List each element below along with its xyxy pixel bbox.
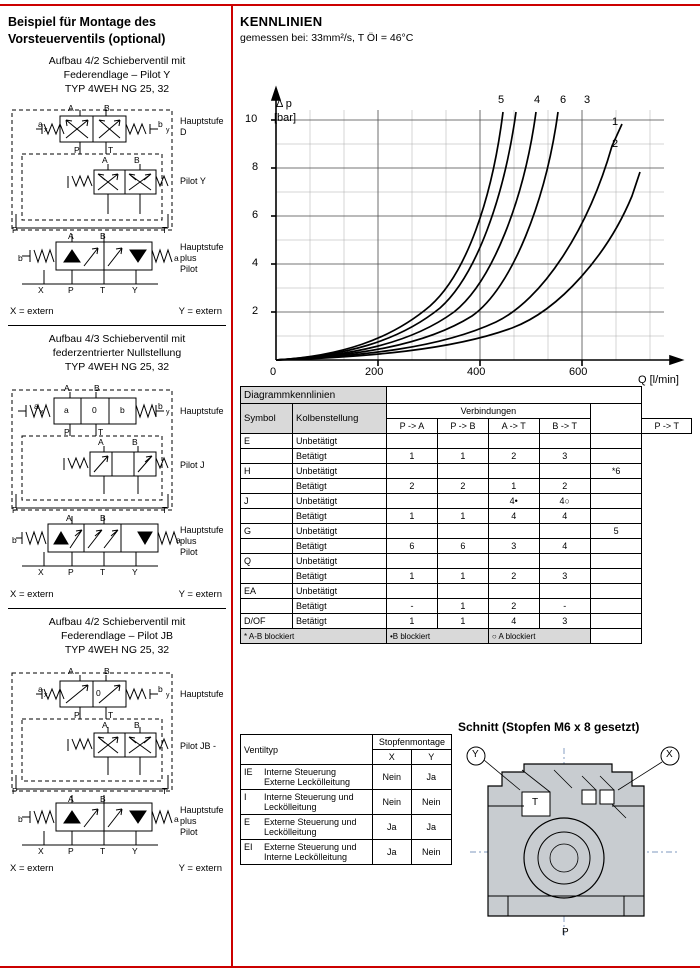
cell-connection: 2 [488,569,539,584]
cell-connection: 1 [386,509,437,524]
b2-a: a [34,401,39,411]
port-label-b2: b [18,253,23,263]
valve-description: Interne Steuerung und Leckölleitung [264,792,354,812]
cell-symbol [241,539,293,554]
label-pilot-b2: Pilot [180,547,198,557]
table-row [241,464,692,479]
block3-footer: X = extern Y = extern [10,863,222,874]
cell-connection: 2 [386,479,437,494]
left-column [8,14,226,874]
column-divider [231,4,233,968]
y-axis-label-delta: Δ p [276,98,292,110]
b3-B3: B [100,794,106,804]
table-row [241,494,692,509]
cell-connection: 4• [488,494,539,509]
valve-table-body [241,765,452,865]
b3-x: x [44,692,48,699]
table-row [241,434,692,449]
cell-connection: 1 [437,449,488,464]
cell-connection [437,524,488,539]
b3-T2: T [162,786,168,796]
label-hauptstufe-b2b: Hauptstufe [180,525,224,535]
table-row-header [241,404,692,419]
cell-symbol: J [241,494,293,509]
label-hauptstufe-b3: Hauptstufe [180,689,224,699]
x-tick-400: 400 [467,366,486,378]
b3-b: b [158,684,163,694]
b3-A2: A [102,720,108,730]
cell-connection: 3 [539,614,590,629]
cell-stopfen-x: Ja [372,815,411,840]
left-title-line1: Beispiel für Montage des [8,15,156,29]
label-hauptstufe-b3b: Hauptstufe [180,805,224,815]
cell-connection: 1 [437,569,488,584]
cell-kolbenstellung: Unbetätigt [293,434,387,449]
b2-A3: A [66,513,72,523]
col-blank [590,404,642,434]
schnitt-title: Schnitt (Stopfen M6 x 8 gesetzt) [458,720,640,734]
cell-kolbenstellung: Unbetätigt [293,494,387,509]
footnote-1: * A-B blockiert [241,629,387,644]
cell-connection: 2 [488,599,539,614]
x-tick-0: 0 [270,366,277,378]
cell-connection: 3 [539,569,590,584]
b2-B3: B [100,513,106,523]
subcol-pb: P -> B [437,419,488,434]
pressure-flow-chart [240,50,692,386]
cell-connection [488,524,539,539]
cell-stopfen-y: Nein [411,840,451,865]
cell-connection: 5 [590,524,642,539]
cell-kolbenstellung: Betätigt [293,569,387,584]
cell-connection: *6 [590,464,642,479]
cell-connection: 6 [386,539,437,554]
cell-connection [539,434,590,449]
cell-kolbenstellung: Unbetätigt [293,524,387,539]
valve-type-table [240,734,452,865]
chart-svg [240,50,692,380]
footnote-2: •B blockiert [386,629,488,644]
b2-spool-a: a [64,405,69,415]
cell-connection [488,584,539,599]
b2-P3: P [68,567,74,577]
port-label-T2: T [162,225,168,235]
schnitt-label-Y: Y [472,749,479,760]
b2-b2: b [12,535,17,545]
vt-header-row [241,735,452,750]
cell-connection [590,554,642,569]
y-tick-10: 10 [245,113,258,125]
cell-connection [386,464,437,479]
b3-Y: Y [132,846,138,856]
divider-1 [8,325,226,326]
b3-T3: T [100,846,106,856]
cell-connection [590,434,642,449]
cell-connection: 1 [488,479,539,494]
cell-ventiltyp [241,765,373,790]
valve-description: Externe Steuerung und Interne Leckölleitung [264,842,357,862]
cell-connection [386,434,437,449]
cell-kolbenstellung: Unbetätigt [293,584,387,599]
b3-A: A [68,666,74,676]
b3-spool-0: 0 [96,688,101,698]
x-tick-600: 600 [569,366,588,378]
port-label-P3: P [68,285,74,295]
y-tick-4: 4 [252,257,259,269]
b2-Y: Y [132,567,138,577]
cell-connection [539,524,590,539]
footnote-3: ○ A blockiert [488,629,590,644]
label-plus: plus [180,253,197,263]
cell-connection [590,584,642,599]
b2-b: b [158,401,163,411]
table-row [241,539,692,554]
subcol-pt: P -> T [642,419,692,434]
port-label-b: b [158,119,163,129]
curve-label-2: 2 [612,138,619,150]
cell-connection [437,434,488,449]
cell-connection: 1 [437,614,488,629]
b2-A: A [64,383,70,393]
footnote-blank [590,629,642,644]
cell-connection: 3 [488,539,539,554]
cell-connection: 4 [539,539,590,554]
cell-stopfen-y: Ja [411,765,451,790]
port-label-P1: P [74,145,80,155]
cell-connection [590,494,642,509]
cell-connection [539,584,590,599]
cell-connection [488,434,539,449]
valve-code: I [244,792,247,802]
cell-stopfen-y: Ja [411,815,451,840]
cell-connection [539,464,590,479]
port-label-a2: a [174,253,179,263]
port-label-A2: A [102,155,108,165]
b2-P2: P [12,505,18,515]
schnitt-svg [462,746,688,946]
b2-A2: A [98,437,104,447]
cell-connection [590,449,642,464]
b3-a: a [38,684,43,694]
table-row [241,509,692,524]
vt-col-stopfenmontage: Stopfenmontage [372,735,451,750]
b2-B2: B [132,437,138,447]
label-pilot-y: Pilot Y [180,176,206,186]
b3-b2: b [18,814,23,824]
label-pilot-j: Pilot J [180,460,205,470]
cell-symbol: D/OF [241,614,293,629]
block1-schematic [8,102,226,302]
curve-3 [276,112,558,360]
cell-kolbenstellung: Betätigt [293,614,387,629]
vt-col-y: Y [411,750,451,765]
schnitt-label-T: T [532,797,539,808]
cell-kolbenstellung: Unbetätigt [293,464,387,479]
b3-y: y [166,692,170,699]
b3-A3: A [68,794,74,804]
port-label-x: x [44,127,48,134]
x-tick-200: 200 [365,366,384,378]
cell-symbol: G [241,524,293,539]
cell-connection: 4 [488,614,539,629]
label-hauptstufe-2: Hauptstufe [180,242,224,252]
cell-symbol: EA [241,584,293,599]
cell-connection: 3 [539,449,590,464]
cell-connection: 4 [539,509,590,524]
diagram-characteristics-table [240,386,692,644]
label-plus-b2: plus [180,536,197,546]
cell-stopfen-x: Nein [372,790,411,815]
b3-B: B [104,666,110,676]
b3-T: T [108,710,114,720]
cell-connection [488,554,539,569]
cell-connection [386,584,437,599]
cell-connection: 1 [386,614,437,629]
subcol-bt: B -> T [539,419,590,434]
cell-connection [386,494,437,509]
col-verbindungen: Verbindungen [386,404,590,419]
list-item [241,790,452,815]
curve-label-1: 1 [612,116,619,128]
port-label-B: B [104,103,110,113]
cell-symbol [241,479,293,494]
valve-code: EI [244,842,253,852]
cell-ventiltyp [241,815,373,840]
b2-y: y [166,409,170,416]
b3-P3: P [68,846,74,856]
chart-grid [276,110,664,360]
diagram-table-body [241,434,692,629]
port-label-y: y [166,127,170,134]
port-label-T3: T [100,285,106,295]
list-item [241,840,452,865]
cell-connection: 2 [539,479,590,494]
cell-connection [539,554,590,569]
b2-T2: T [162,505,168,515]
cell-connection: - [539,599,590,614]
cell-connection [488,464,539,479]
y-tick-2: 2 [252,305,259,317]
table-row [241,449,692,464]
b2-spool-0: 0 [92,405,97,415]
left-title-line2: Vorsteuerventils (optional) [8,32,166,46]
subcol-at: A -> T [488,419,539,434]
cell-connection [590,599,642,614]
x-axis-label: Q [l/min] [638,374,679,386]
bottom-section [240,720,692,974]
label-pilot-b3: Pilot [180,827,198,837]
cell-connection [386,524,437,539]
cell-connection: 4 [488,509,539,524]
y-tick-8: 8 [252,161,259,173]
cell-symbol: H [241,464,293,479]
cell-symbol: E [241,434,293,449]
b2-P: P [64,427,70,437]
b3-B2: B [134,720,140,730]
cell-connection [590,539,642,554]
b3-X: X [38,846,44,856]
cell-connection [437,494,488,509]
cell-connection [437,584,488,599]
label-D: D [180,127,187,137]
curve-2 [276,172,640,360]
right-column [240,14,692,974]
cell-connection: 6 [437,539,488,554]
cell-kolbenstellung: Betätigt [293,449,387,464]
cell-kolbenstellung: Betätigt [293,479,387,494]
cell-ventiltyp [241,790,373,815]
curve-1 [276,124,622,360]
label-pilot-jb: Pilot JB - [180,741,217,751]
cell-connection: 1 [386,569,437,584]
table-row [241,524,692,539]
vt-col-x: X [372,750,411,765]
chart-title: KENNLINIEN [240,14,323,29]
block1-footer: X = extern Y = extern [10,306,222,317]
cell-connection [590,509,642,524]
vt-col-ventiltyp: Ventiltyp [241,735,373,765]
valve-code: IE [244,767,253,777]
cell-connection [590,614,642,629]
schnitt-drawing [462,746,688,946]
cell-kolbenstellung: Betätigt [293,509,387,524]
schnitt-label-P: P [562,927,569,938]
subcol-pa: P -> A [386,419,437,434]
valve-code: E [244,817,251,827]
cell-stopfen-x: Ja [372,840,411,865]
b2-T3: T [100,567,106,577]
cell-connection: 1 [437,599,488,614]
table-row [241,479,692,494]
block2-footer: X = extern Y = extern [10,589,222,600]
cell-connection: 1 [386,449,437,464]
port-label-X: X [38,285,44,295]
b3-P: P [74,710,80,720]
port-label-P2: P [12,225,18,235]
curve-label-3: 3 [584,94,591,106]
valve-body [488,764,644,916]
b2-B: B [94,383,100,393]
cell-connection: 4○ [539,494,590,509]
chart-curves [276,112,640,360]
list-item [241,815,452,840]
cell-connection [386,554,437,569]
port-label-B3: B [100,231,106,241]
block3-schematic [8,663,226,859]
table-row-caption [241,387,692,404]
b2-T: T [98,427,104,437]
cell-kolbenstellung: Unbetätigt [293,554,387,569]
b2-a2: a [176,535,181,545]
label-hauptstufe-b2: Hauptstufe [180,406,224,416]
y-axis-label-unit: [bar] [274,112,297,124]
port-label-Y: Y [132,285,138,295]
table-row-footnotes [241,629,692,644]
table-row [241,584,692,599]
table-row [241,614,692,629]
col-kolbenstellung: Kolbenstellung [293,404,387,434]
cell-connection: 1 [437,509,488,524]
valve-description: Externe Steuerung und Leckölleitung [264,817,357,837]
table-row [241,569,692,584]
cell-symbol: Q [241,554,293,569]
label-plus-b3: plus [180,816,197,826]
port-label-A3: A [68,231,74,241]
b2-spool-b: b [120,405,125,415]
table-row [241,599,692,614]
label-hauptstufe-1: Hauptstufe [180,116,224,126]
b2-x: x [40,409,44,416]
port-label-A: A [68,103,74,113]
cell-ventiltyp [241,840,373,865]
port-label-a: a [38,119,43,129]
cell-kolbenstellung: Betätigt [293,539,387,554]
port-label-T1: T [108,145,114,155]
y-tick-6: 6 [252,209,259,221]
schnitt-label-X: X [666,749,673,760]
cell-connection [437,464,488,479]
cell-connection [590,479,642,494]
top-rule [0,4,700,6]
table-row [241,554,692,569]
cell-symbol [241,569,293,584]
divider-2 [8,608,226,609]
curve-label-4: 4 [534,94,541,106]
b2-X: X [38,567,44,577]
cell-stopfen-x: Nein [372,765,411,790]
cell-symbol [241,449,293,464]
list-item [241,765,452,790]
col-symbol: Symbol [241,404,293,434]
block2-schematic [8,380,226,585]
label-pilot: Pilot [180,264,198,274]
curve-label-5: 5 [498,94,505,106]
cell-symbol [241,599,293,614]
block2-heading: Aufbau 4/3 Schieberventil mit federzentrierter Nullstellung TYP 4WEH NG 25, 32 [48,333,186,373]
diagram-table-caption: Diagrammkennlinien [241,387,387,404]
cell-kolbenstellung: Betätigt [293,599,387,614]
block1-heading: Aufbau 4/2 Schieberventil mit Federendlage – Pilot Y TYP 4WEH NG 25, 32 [48,55,186,95]
port-label-B2: B [134,155,140,165]
cell-stopfen-y: Nein [411,790,451,815]
curve-label-6: 6 [560,94,567,106]
cell-symbol [241,509,293,524]
valve-description: Interne Steuerung Externe Leckölleitung [264,767,351,787]
cell-connection [437,554,488,569]
cell-connection: 2 [437,479,488,494]
block3-heading: Aufbau 4/2 Schieberventil mit Federendlage – Pilot JB TYP 4WEH NG 25, 32 [48,616,186,656]
b3-a2: a [174,814,179,824]
cell-connection: - [386,599,437,614]
caption-spacer [386,387,642,404]
b3-P2: P [12,786,18,796]
cell-connection: 2 [488,449,539,464]
chart-subtitle: gemessen bei: 33mm²/s, T ÖI = 46°C [240,32,414,44]
cell-connection [590,569,642,584]
